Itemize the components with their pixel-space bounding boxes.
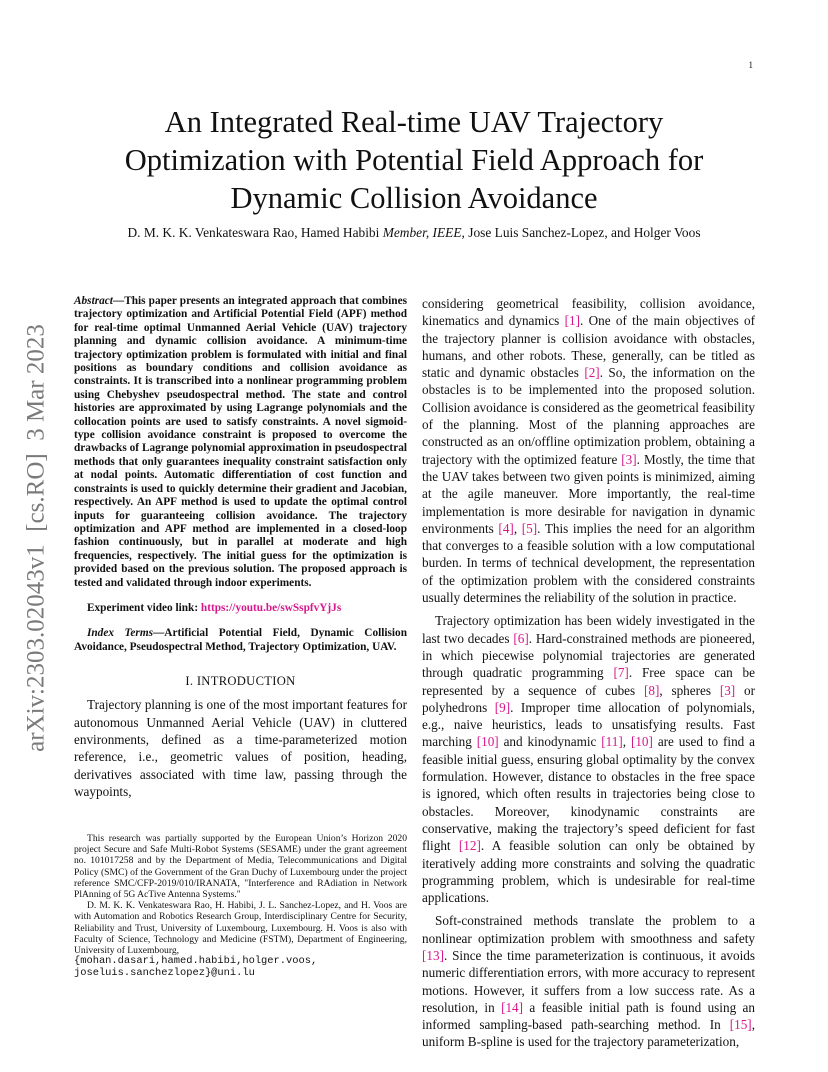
text-run: . Since the time parameterization is continuous, it avoids numeric differentiation errors, with more accuracy to represent motions. However, it suffers from a low success rate. As a resolution, in xyxy=(422,947,755,1015)
citation-link[interactable]: [5] xyxy=(521,520,538,536)
text-run: , uniform B-spline is used for the trajectory parameterization, xyxy=(422,1017,755,1050)
title-line: Optimization with Potential Field Approach for xyxy=(124,143,704,177)
text-run: . This implies the need for an algorithm that converges to a feasible solution with a low computational burden. In terms of technical development, the representation of the optimization problem with the considered constraints usually determines the reliability of the solution in practice. xyxy=(422,520,756,606)
citation-link[interactable]: [15] xyxy=(729,1017,752,1033)
citation-link[interactable]: [11] xyxy=(601,734,623,750)
abstract-label: Abstract xyxy=(74,295,113,307)
text-run: a feasible initial path is found using an informed sampling-based path-searching method. In xyxy=(422,999,755,1033)
authors-names: D. M. K. K. Venkateswara Rao, Hamed Habibi xyxy=(127,225,383,240)
text-run: are used to find a feasible initial guess, ensuring global optimality by the convex formulation. However, distance to obstacles in the free space is ignored, which often results in trajectories being close to obstacles. Moreover, kinodynamic constraints are conservative, making the trajectory’s speed deficient for fast flight xyxy=(422,734,755,854)
funding-footnote: This research was partially supported by the European Union’s Horizon 2020 project Secure and Safe Multi-Robot Systems (SESAME) under the grant agreement no. 101017258 and by the Department of Media, Telecommunications and Digital Policy (SMC) of the Government of the Gran Duchy of Luxembourg under the project reference SMC/CFP-2019/010/IRANATA, "Interference and RAdiation in Network PlAnning of 5G AcTive Antenna Systems." xyxy=(74,833,407,901)
left-column xyxy=(74,295,407,800)
body-paragraph xyxy=(422,912,755,1050)
author-membership: Member, IEEE xyxy=(382,225,462,240)
video-link[interactable]: https://youtu.be/swSspfvYjJs xyxy=(200,601,342,614)
body-paragraph xyxy=(422,612,755,906)
index-terms-label: Index Terms xyxy=(87,627,153,640)
citation-link[interactable]: [4] xyxy=(498,520,514,536)
text-run: or polyhedrons xyxy=(422,682,755,715)
text-run: . So, the information on the obstacles is to be implemented into the proposed solution. Collision avoidance is considered as the geometrical feasibility of the planning. Most of the planning approaches are constructed as an on/offline optimization problem, obtaining a trajectory with the optimized feature xyxy=(422,365,755,467)
citation-link[interactable]: [3] xyxy=(719,682,736,698)
footnotes xyxy=(74,833,407,980)
affiliation-footnote: D. M. K. K. Venkateswara Rao, H. Habibi, J. L. Sanchez-Lopez, and H. Voos are with Automation and Robotics Research Group, Interdisciplinary Centre for Security, Reliability and Trust, University of Luxembourg, Luxembourg. H. Voos is also with Faculty of Science, Technology and Medicine (FSTM), Department of Engineering, University of Luxembourg, xyxy=(74,900,407,957)
citation-link[interactable]: [1] xyxy=(564,313,581,329)
citation-link[interactable]: [6] xyxy=(513,630,529,646)
text-run: . Hard-constrained methods are pioneered, in which piecewise polynomial trajectories are generated through quadratic programming xyxy=(422,630,755,681)
citation-link[interactable]: [8] xyxy=(643,682,660,698)
citation-link[interactable]: [3] xyxy=(621,451,637,467)
emails-line: joseluis.sanchezlopez}@uni.lu xyxy=(74,967,255,980)
experiment-video xyxy=(87,602,407,615)
index-terms-text: —Artificial Potential Field, Dynamic Collision Avoidance, Pseudospectral Method, Trajectory Optimization, UAV. xyxy=(74,627,407,653)
text-run: . Improper time allocation of polynomials, e.g., naive heuristics, leads to unsatisfying results. Fast marching xyxy=(422,699,755,750)
text-run: . A feasible solution can only be obtained by iteratively adding more constraints and solving the quadratic programming problem, which is undesirable for real-time applications. xyxy=(422,838,755,906)
paper-title xyxy=(60,103,768,217)
right-column xyxy=(422,295,755,1051)
text-run: , xyxy=(513,520,522,536)
arxiv-identifier-stamp xyxy=(18,270,54,770)
body-paragraph xyxy=(422,295,755,606)
citation-link[interactable]: [9] xyxy=(494,699,511,715)
abstract-text: —This paper presents an integrated approach that combines trajectory optimization and Artificial Potential Field (APF) method for real-time optimal Unmanned Aerial Vehicle (UAV) trajectory planning and dynamic collision avoidance. A minimum-time trajectory optimization problem is formulated with initial and final positions as boundary conditions and collision avoidance as constraints. It is transcribed into a nonlinear programming problem using Chebyshev pseudospectral method. The state and control histories are approximated by using Lagrange polynomials and the collocation points are used to satisfy constraints. A novel sigmoid-type collision avoidance constraint is proposed to overcome the drawbacks of Lagrange polynomial approximation in pseudospectral methods that only guarantees inequality constraint satisfaction only at nodal points. Automatic differentiation of cost function and constraints is used to quickly determine their gradient and Jacobian, respectively. An APF method is used to update the optimal control inputs for guaranteeing collision avoidance. The trajectory optimization and APF method are implemented in a closed-loop fashion continuously, but in parallel at moderate and high frequencies, respectively. The initial guess for the optimization is provided based on the previous solution. The proposed approach is tested and validated through indoor experiments. xyxy=(74,295,407,589)
authors-names-rest: , Jose Luis Sanchez-Lopez, and Holger Voos xyxy=(461,225,701,240)
emails-line: {mohan.dasari,hamed.habibi,holger.voos, xyxy=(74,955,318,968)
author-list xyxy=(60,225,768,241)
text-run: . One of the main objectives of the trajectory planner is collision avoidance with obstacles, humans, and other robots. These, generally, can be titled as static and dynamic obstacles xyxy=(422,313,755,381)
author-emails xyxy=(74,956,407,980)
citation-link[interactable]: [7] xyxy=(613,665,629,681)
text-run: . Mostly, the time that the UAV takes between two given points is minimized, aiming at the agile maneuver. More importantly, the real-time implementation is more desirable for navigation in dynamic environments xyxy=(422,451,755,536)
text-run: , spheres xyxy=(659,682,720,698)
citation-link[interactable]: [13] xyxy=(422,947,444,963)
citation-link[interactable]: [2] xyxy=(584,365,600,381)
citation-link[interactable]: [10] xyxy=(630,734,653,750)
video-label: Experiment video link: xyxy=(87,601,201,614)
text-run: . Free space can be represented by a sequence of cubes xyxy=(422,665,756,698)
abstract xyxy=(74,295,407,590)
title-line: An Integrated Real-time UAV Trajectory xyxy=(164,105,664,139)
text-run: Trajectory optimization has been widely investigated in the last two decades xyxy=(422,613,755,646)
text-run: Soft-constrained methods translate the problem to a nonlinear optimization problem with smoothness and safety xyxy=(422,913,755,946)
text-run: , xyxy=(622,734,631,750)
arxiv-identifier-text: arXiv:2303.02043v1 [cs.RO] 3 Mar 2023 xyxy=(22,324,50,752)
citation-link[interactable]: [12] xyxy=(458,838,481,854)
index-terms xyxy=(74,627,407,654)
citation-link[interactable]: [10] xyxy=(476,734,499,750)
text-run: and kinodynamic xyxy=(498,734,602,750)
text-run: considering geometrical feasibility, collision avoidance, kinematics and dynamics xyxy=(422,296,755,329)
page-number: 1 xyxy=(748,60,753,70)
section-heading-introduction: I. INTRODUCTION xyxy=(185,674,296,689)
citation-link[interactable]: [14] xyxy=(501,999,524,1015)
intro-paragraph: Trajectory planning is one of the most important features for autonomous Unmanned Aerial Vehicle (UAV) in cluttered environments, defined as a time-parameterized motion reference, i.e., geometric values of position, heading, derivatives associated with time law, passing through the waypoints, xyxy=(74,697,407,799)
title-line: Dynamic Collision Avoidance xyxy=(230,181,598,215)
